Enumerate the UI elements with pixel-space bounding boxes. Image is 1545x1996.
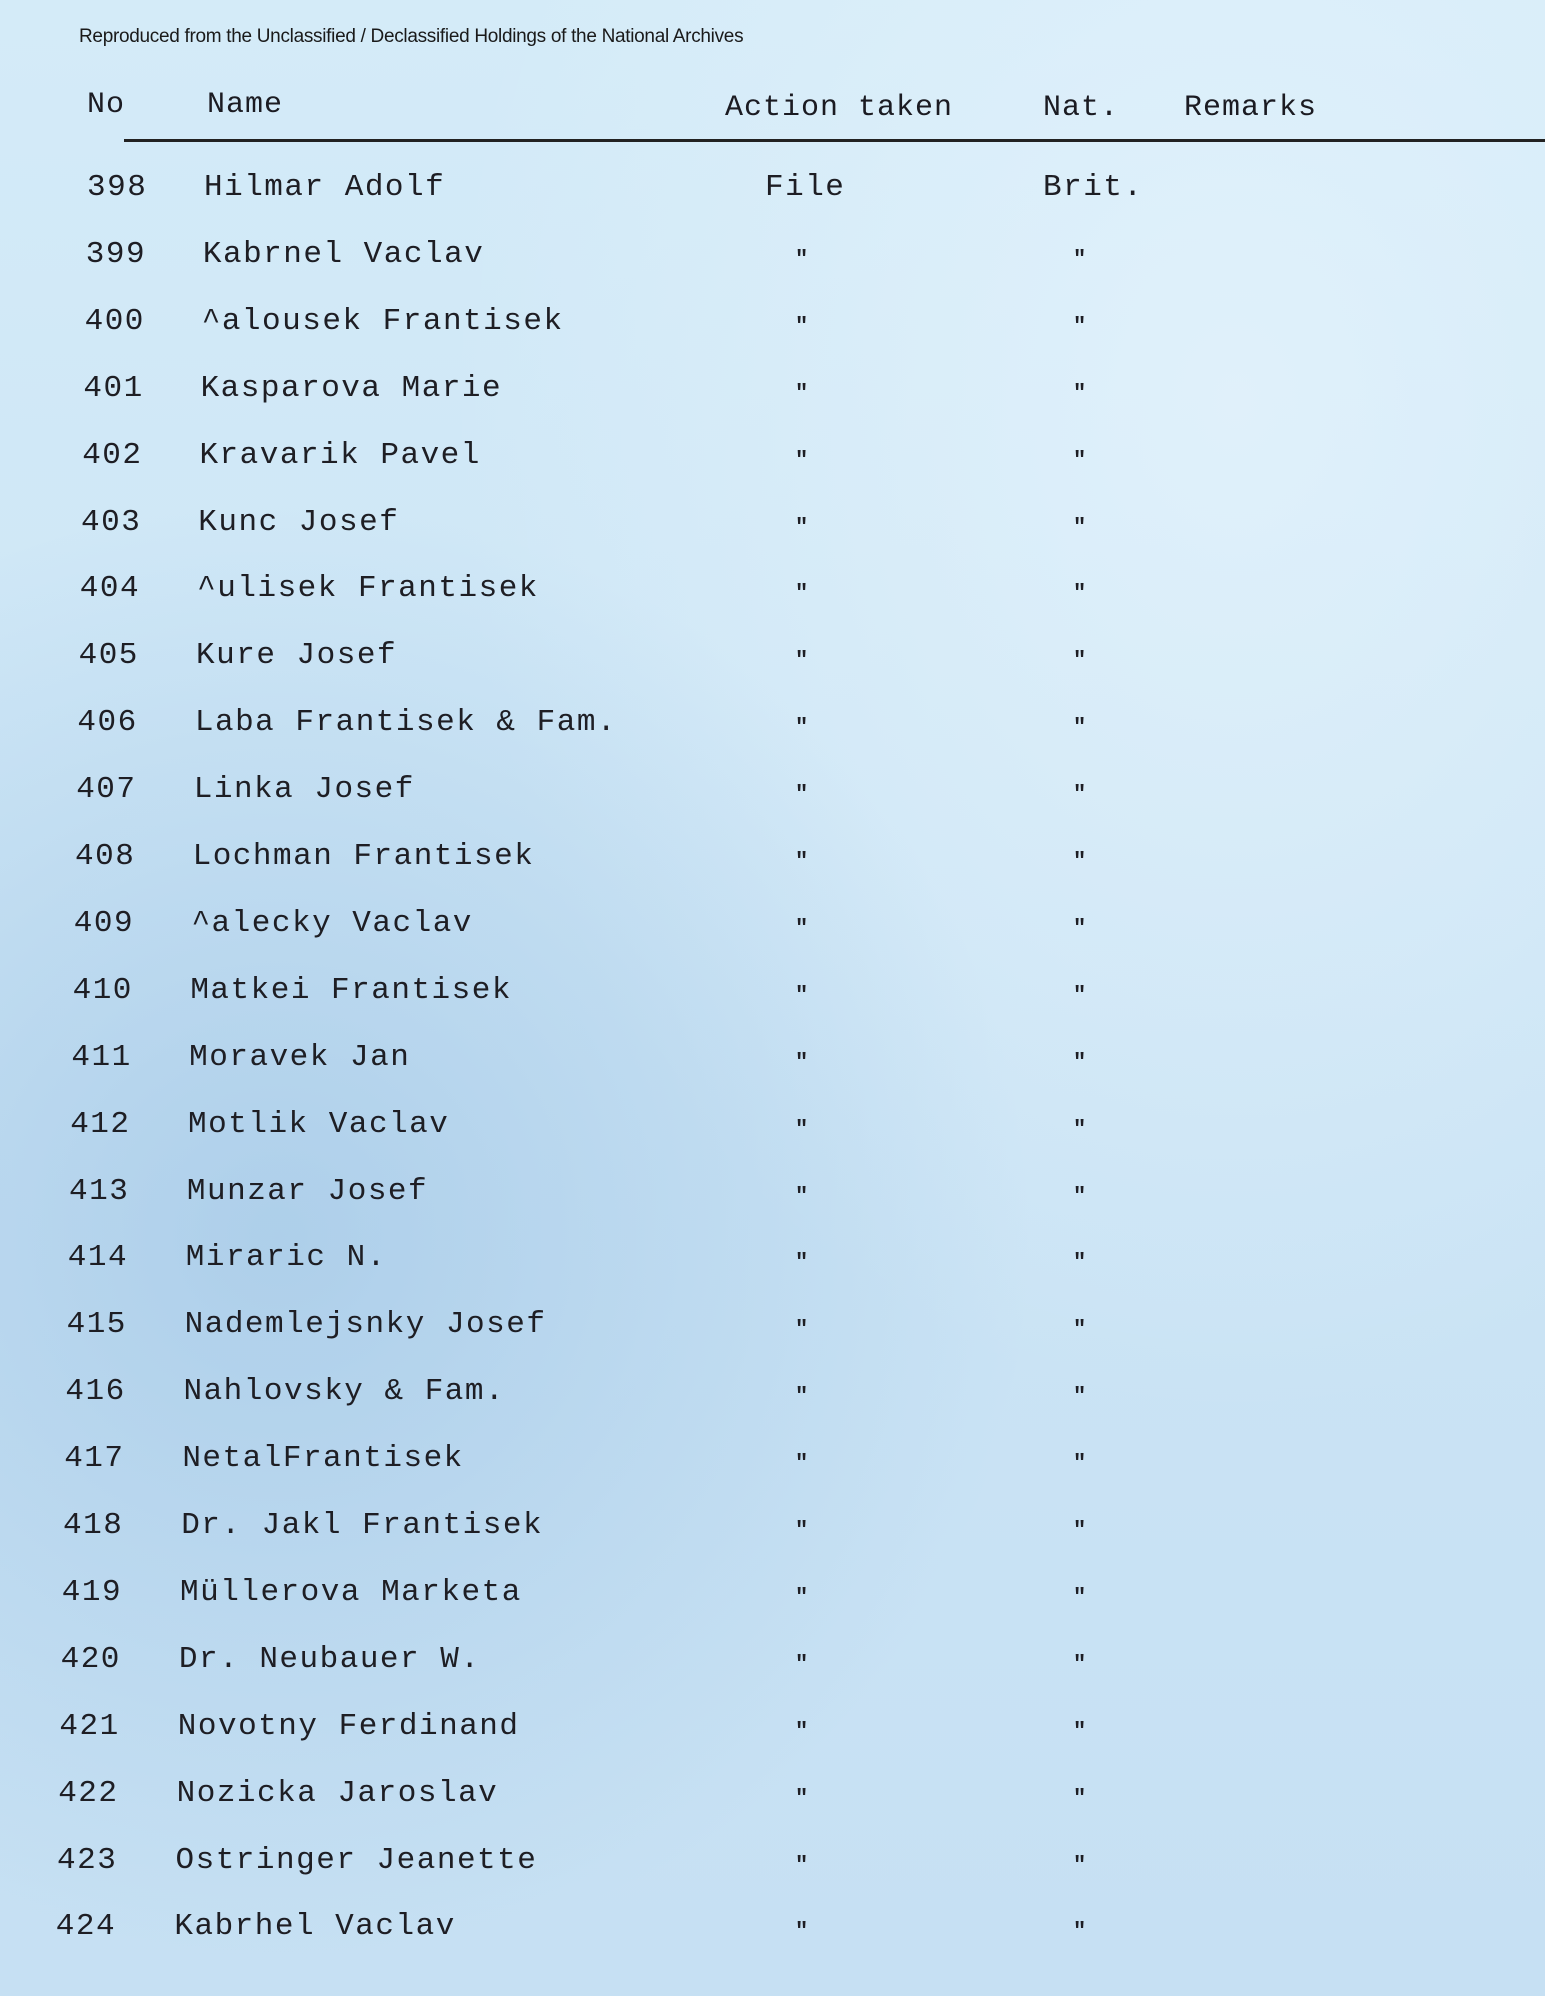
row-nat: " xyxy=(1073,1651,1087,1677)
table-row xyxy=(0,906,1545,966)
row-name: Laba Frantisek & Fam. xyxy=(194,705,618,741)
row-nat: " xyxy=(1073,648,1087,674)
row-name: Kasparova Marie xyxy=(200,370,503,406)
row-nat: " xyxy=(1073,915,1087,941)
row-nat: " xyxy=(1073,1718,1087,1744)
row-nat: " xyxy=(1073,380,1087,406)
row-nat: " xyxy=(1073,1785,1087,1811)
row-name: ^ulisek Frantisek xyxy=(197,571,539,607)
table-row xyxy=(0,1307,1545,1367)
row-number: 422 xyxy=(58,1775,119,1811)
table-row xyxy=(0,170,1545,230)
table-row xyxy=(0,1575,1545,1635)
table-row xyxy=(0,1843,1545,1903)
row-name: Müllerova Marketa xyxy=(180,1574,522,1610)
row-name: Nademlejsnky Josef xyxy=(184,1307,547,1343)
row-action: " xyxy=(795,1049,809,1075)
row-name: Nozicka Jaroslav xyxy=(176,1775,499,1811)
table-row xyxy=(0,371,1545,431)
table-row xyxy=(0,1909,1545,1969)
row-number: 424 xyxy=(55,1909,117,1945)
row-action: " xyxy=(795,1584,809,1610)
row-name: Hilmar Adolf xyxy=(204,170,446,205)
table-row xyxy=(0,1374,1545,1434)
row-action: " xyxy=(795,1919,809,1945)
row-number: 409 xyxy=(73,905,135,941)
row-nat: " xyxy=(1073,313,1087,339)
row-action: " xyxy=(795,1116,809,1142)
row-number: 408 xyxy=(75,839,136,874)
row-name: Kravarik Pavel xyxy=(199,437,481,473)
row-action: " xyxy=(795,447,809,473)
column-header-action: Action taken xyxy=(725,91,954,125)
column-header-no: No xyxy=(87,88,126,122)
table-row xyxy=(0,973,1545,1033)
row-action: " xyxy=(795,915,809,941)
row-number: 413 xyxy=(69,1173,130,1209)
row-number: 400 xyxy=(84,303,145,339)
table-row xyxy=(0,505,1545,565)
row-action: " xyxy=(795,1451,809,1477)
row-nat: " xyxy=(1073,1183,1087,1209)
row-action: File xyxy=(765,170,846,205)
row-action: " xyxy=(795,1250,809,1276)
row-name: Matkei Frantisek xyxy=(190,972,512,1008)
row-number: 419 xyxy=(61,1574,123,1610)
row-name: ^alecky Vaclav xyxy=(191,905,473,941)
table-row xyxy=(0,1240,1545,1300)
table-row xyxy=(0,772,1545,832)
row-action: " xyxy=(795,581,809,607)
row-action: " xyxy=(795,1317,809,1343)
archive-header: Reproduced from the Unclassified / Declassified Holdings of the National Archives xyxy=(79,26,744,47)
row-name: Kabrnel Vaclav xyxy=(202,236,485,272)
row-name: Linka Josef xyxy=(193,772,415,808)
row-name: Kunc Josef xyxy=(198,504,400,540)
row-name: Nahlovsky & Fam. xyxy=(183,1374,506,1410)
table-row xyxy=(0,1040,1545,1100)
row-action: " xyxy=(795,1518,809,1543)
row-nat: " xyxy=(1073,1919,1087,1945)
row-nat: Brit. xyxy=(1043,170,1144,205)
table-row xyxy=(0,1642,1545,1702)
row-number: 421 xyxy=(59,1708,120,1744)
row-name: NetalFrantisek xyxy=(182,1441,464,1477)
row-number: 405 xyxy=(78,638,139,674)
table-row xyxy=(0,237,1545,297)
row-nat: " xyxy=(1073,514,1087,540)
row-number: 401 xyxy=(83,370,144,406)
row-number: 418 xyxy=(63,1508,124,1543)
row-action: " xyxy=(795,1785,809,1811)
row-name: Moravek Jan xyxy=(189,1039,411,1075)
row-action: " xyxy=(795,246,809,272)
row-number: 417 xyxy=(64,1441,125,1477)
row-action: " xyxy=(795,514,809,540)
table-row xyxy=(0,571,1545,631)
column-header-name: Name xyxy=(207,88,284,122)
row-name: Dr. Neubauer W. xyxy=(178,1641,481,1677)
row-number: 398 xyxy=(87,170,148,205)
row-nat: " xyxy=(1073,1049,1087,1075)
row-number: 412 xyxy=(70,1106,131,1142)
row-action: " xyxy=(795,1718,809,1744)
row-nat: " xyxy=(1073,1384,1087,1410)
table-row xyxy=(0,1107,1545,1167)
table-row xyxy=(0,839,1545,899)
row-name: ^alousek Frantisek xyxy=(201,303,564,339)
row-nat: " xyxy=(1073,1584,1087,1610)
row-action: " xyxy=(795,1852,809,1878)
row-nat: " xyxy=(1073,1518,1087,1543)
row-nat: " xyxy=(1073,982,1087,1008)
row-name: Dr. Jakl Frantisek xyxy=(181,1508,544,1543)
row-number: 404 xyxy=(79,571,141,607)
row-name: Munzar Josef xyxy=(186,1173,429,1209)
row-name: Motlik Vaclav xyxy=(188,1106,450,1142)
table-row xyxy=(0,1776,1545,1836)
row-number: 399 xyxy=(85,236,147,272)
row-number: 420 xyxy=(60,1641,121,1677)
row-name: Miraric N. xyxy=(185,1240,387,1276)
row-number: 416 xyxy=(65,1374,126,1410)
row-name: Lochman Frantisek xyxy=(192,839,535,874)
row-action: " xyxy=(795,849,809,874)
row-number: 406 xyxy=(77,705,138,741)
row-action: " xyxy=(795,782,809,808)
row-nat: " xyxy=(1073,447,1087,473)
table-row xyxy=(0,438,1545,498)
row-number: 423 xyxy=(57,1842,118,1878)
row-nat: " xyxy=(1073,715,1087,741)
row-number: 411 xyxy=(71,1039,132,1075)
row-action: " xyxy=(795,1384,809,1410)
row-number: 414 xyxy=(67,1240,129,1276)
table-row xyxy=(0,1508,1545,1568)
row-nat: " xyxy=(1073,1451,1087,1477)
row-number: 403 xyxy=(81,504,142,540)
row-number: 415 xyxy=(66,1307,127,1343)
row-nat: " xyxy=(1073,246,1087,272)
row-nat: " xyxy=(1073,1250,1087,1276)
row-nat: " xyxy=(1073,849,1087,874)
table-row xyxy=(0,304,1545,364)
row-number: 407 xyxy=(76,772,137,808)
row-action: " xyxy=(795,715,809,741)
row-nat: " xyxy=(1073,1116,1087,1142)
row-action: " xyxy=(795,1183,809,1209)
row-action: " xyxy=(795,1651,809,1677)
table-row xyxy=(0,1174,1545,1234)
row-nat: " xyxy=(1073,581,1087,607)
row-name: Ostringer Jeanette xyxy=(175,1842,538,1878)
column-header-nat: Nat. xyxy=(1043,91,1120,125)
table-row xyxy=(0,638,1545,698)
row-name: Kure Josef xyxy=(196,638,398,674)
row-action: " xyxy=(795,648,809,674)
row-number: 402 xyxy=(82,437,143,473)
row-number: 410 xyxy=(72,972,133,1008)
row-action: " xyxy=(795,313,809,339)
row-action: " xyxy=(795,380,809,406)
table-row xyxy=(0,705,1545,765)
row-nat: " xyxy=(1073,782,1087,808)
row-nat: " xyxy=(1073,1317,1087,1343)
column-header-remarks: Remarks xyxy=(1184,91,1318,125)
table-row xyxy=(0,1441,1545,1501)
table-row xyxy=(0,1709,1545,1769)
row-nat: " xyxy=(1073,1852,1087,1878)
row-name: Kabrhel Vaclav xyxy=(174,1909,456,1945)
row-name: Novotny Ferdinand xyxy=(177,1708,520,1744)
row-action: " xyxy=(795,982,809,1008)
